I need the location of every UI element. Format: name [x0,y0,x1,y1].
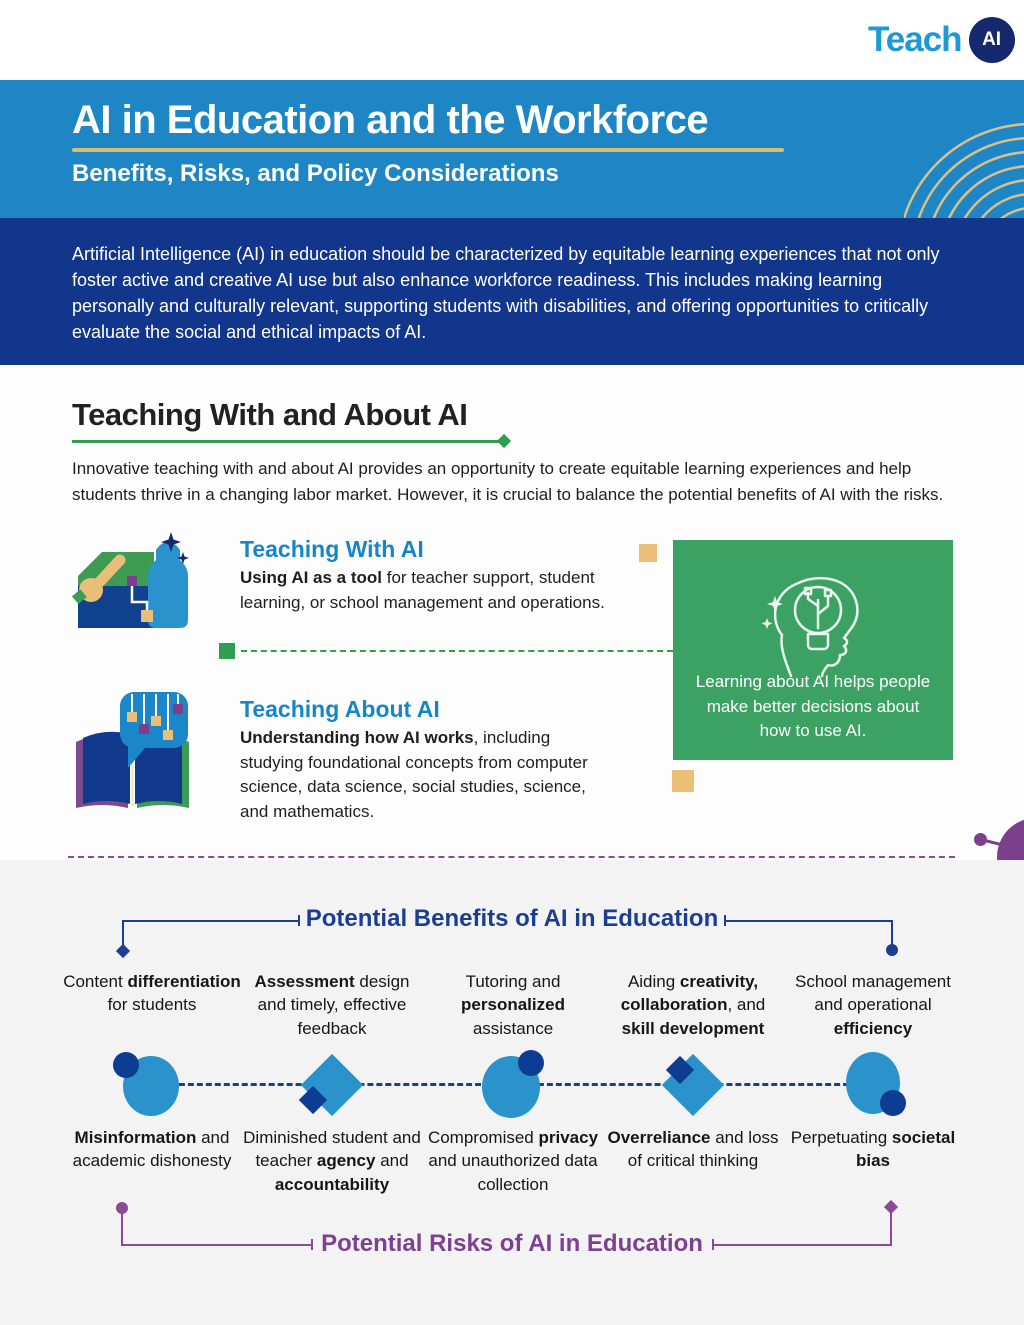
benefits-bracket-right-tick [724,915,726,926]
teaching-with-ai-title: Teaching With AI [240,536,424,562]
logo-word: Teach [868,20,962,59]
circle-marker-icon [468,1050,558,1120]
title-banner [0,80,1024,218]
green-dashed-line [241,650,673,652]
risks-bracket-left-tick [311,1239,313,1250]
diamond-marker-icon [287,1050,377,1120]
risk-item: Diminished student and teacher agency and accountability [243,1128,421,1194]
tan-square-decoration [639,544,657,562]
risks-heading: Potential Risks of AI in Education [321,1230,703,1257]
intro-paragraph: Artificial Intelligence (AI) in education should be characterized by equitable learning experiences that not only foster active and creative AI use but also enhance workforce readiness. This includes making learning personally and culturally relevant, supporting students with disabilities, and offering opportunities to critically evaluate the social and ethical impacts of AI. [72,244,940,342]
benefit-item: Assessment design and timely, effective feedback [254,972,410,1038]
benefits-bracket-left-tick [298,915,300,926]
open-book-chat-circuit-icon [70,688,195,816]
callout-text: Learning about AI helps people make better decisions about how to use AI. [695,672,931,741]
benefit-item: School management and operational efficiency [795,972,951,1038]
logo-ai-text: AI [982,29,1002,50]
risks-bracket-right [712,1244,892,1246]
risk-item: Compromised privacy and unauthorized data collection [427,1128,599,1194]
section-title: Teaching With and About AI [72,397,468,432]
teaching-about-ai-body: Understanding how AI works, including studying foundational concepts from computer science, data science, social studies, science, and mathematics. [240,728,588,821]
diamond-marker-icon [648,1050,738,1120]
benefits-heading: Potential Benefits of AI in Education [305,905,719,932]
benefits-circle-pin [886,944,898,956]
benefits-bracket-left [122,920,298,922]
teaching-about-ai-title: Teaching About AI [240,696,440,722]
benefit-item: Tutoring and personalized assistance [461,972,565,1038]
header [0,0,1024,80]
page-subtitle: Benefits, Risks, and Policy Considerations [72,160,559,187]
risks-bracket-left [121,1244,311,1246]
green-square-connector [219,643,235,659]
risk-item: Overreliance and loss of critical thinking [607,1128,779,1171]
benefit-item: Content differentiation for students [63,972,241,1015]
callout-card [673,540,953,760]
circle-marker-icon [828,1050,918,1120]
tan-square-decoration [672,770,694,792]
section-title-rule [72,440,502,443]
benefits-bracket-right [724,920,893,922]
purple-dashed-divider [68,856,955,858]
title-underline [72,148,784,152]
section-intro: Innovative teaching with and about AI provides an opportunity to create equitable learning experiences and help students thrive in a changing labor market. However, it is crucial to balance the potential benefits of AI with the risks. [72,459,944,504]
page-title: AI in Education and the Workforce [72,98,709,142]
risk-item: Perpetuating societal bias [790,1128,956,1171]
circle-marker-icon [107,1050,197,1120]
teachai-logo [868,17,1015,63]
benefit-item: Aiding creativity, collaboration, and skill development [620,972,766,1038]
head-lightbulb-icon [743,558,883,678]
benefits-bracket-right-drop [891,920,893,946]
arc-swirl-decoration [904,80,1024,218]
teaching-with-ai-body: Using AI as a tool for teacher support, student learning, or school management and operations. [240,568,605,612]
risk-item: Misinformation and academic dishonesty [72,1128,232,1171]
logo-ai-badge [969,17,1015,63]
intro-section [0,218,1024,365]
toolbox-wrench-icon [70,530,190,634]
risks-bracket-right-tick [712,1239,714,1250]
rule-diamond [497,434,511,448]
